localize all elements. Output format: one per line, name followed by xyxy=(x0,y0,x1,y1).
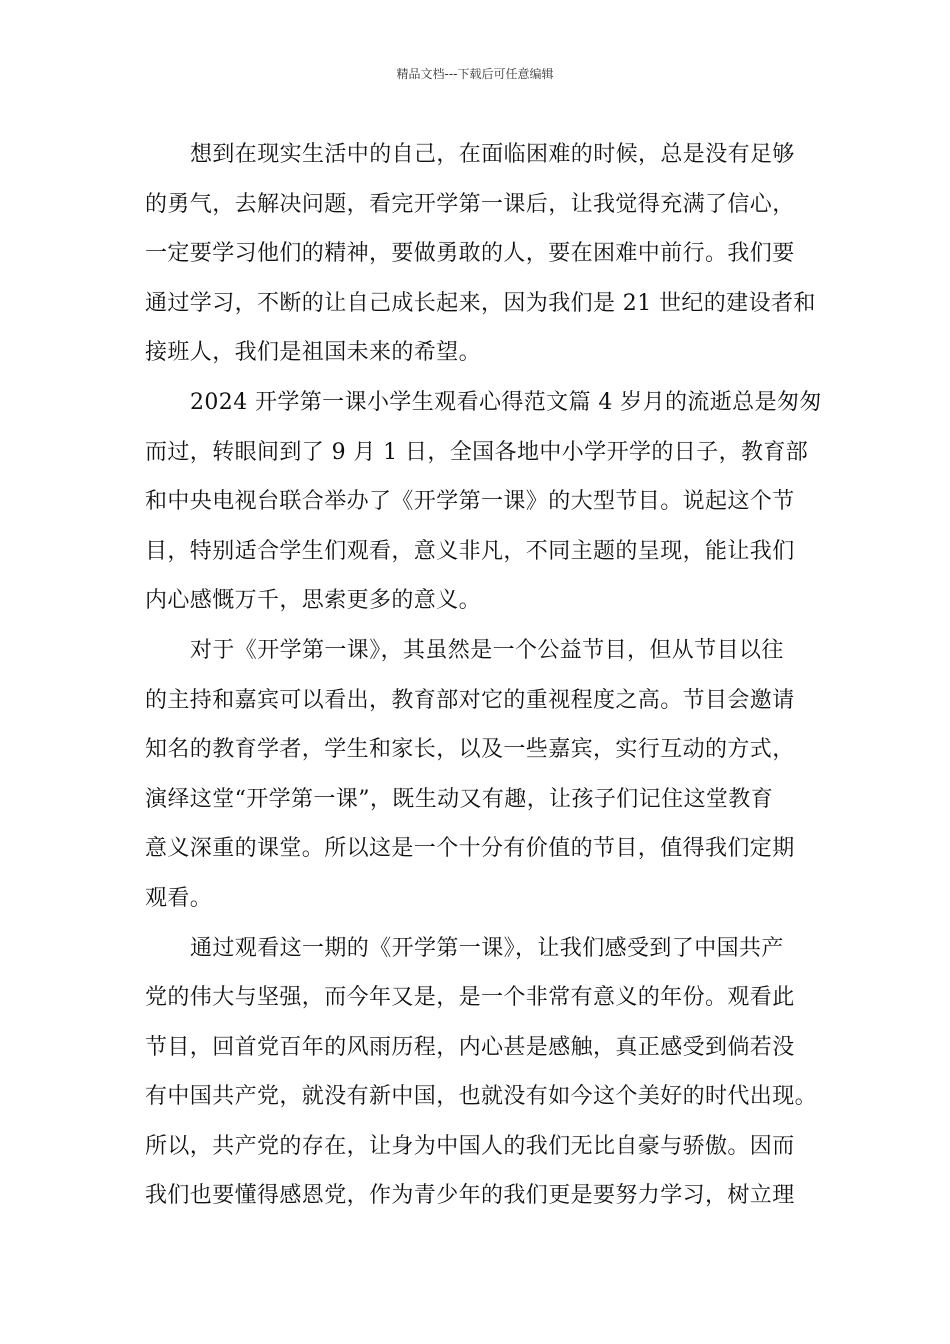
text-line: 意义深重的课堂。所以这是一个十分有价值的节目，值得我们定期 xyxy=(145,836,795,862)
text-line: 2024 开学第一课小学生观看心得范文篇 4 岁月的流逝总是匆匆 xyxy=(190,389,822,415)
text-line: 的主持和嘉宾可以看出，教育部对它的重视程度之高。节目会邀请 xyxy=(145,687,795,713)
text-line: 和中央电视台联合举办了《开学第一课》的大型节目。说起这个节 xyxy=(145,489,795,515)
text-line: 对于《开学第一课》，其虽然是一个公益节目，但从节目以往 xyxy=(190,637,784,663)
text-line: 所以，共产党的存在，让身为中国人的我们无比自豪与骄傲。因而 xyxy=(145,1133,795,1159)
text-line: 内心感慨万千，思索更多的意义。 xyxy=(145,588,482,614)
text-line: 想到在现实生活中的自己，在面临困难的时候，总是没有足够 xyxy=(190,142,795,167)
text-line: 党的伟大与坚强，而今年又是，是一个非常有意义的年份。观看此 xyxy=(145,985,795,1011)
text-line: 知名的教育学者，学生和家长，以及一些嘉宾，实行互动的方式， xyxy=(145,737,795,763)
page-header: 精品文档---下载后可任意编辑 xyxy=(396,67,554,81)
text-line: 而过，转眼间到了 9 月 1 日，全国各地中小学开学的日子，教育部 xyxy=(145,439,809,465)
text-line: 通过学习，不断的让自己成长起来，因为我们是 21 世纪的建设者和 xyxy=(145,290,816,316)
paragraph-1 xyxy=(145,130,825,378)
text-line: 的勇气，去解决问题，看完开学第一课后，让我觉得充满了信心， xyxy=(145,191,795,217)
text-line: 通过观看这一期的《开学第一课》，让我们感受到了中国共产 xyxy=(190,935,784,961)
text-line: 一定要学习他们的精神，要做勇敢的人，要在困难中前行。我们要 xyxy=(145,241,795,267)
text-line: 节目，回首党百年的风雨历程，内心甚是感触，真正感受到倘若没 xyxy=(145,1034,795,1060)
paragraph-3 xyxy=(145,626,825,924)
text-line: 观看。 xyxy=(145,885,213,911)
text-line: 演绎这堂“开学第一课”，既生动又有趣，让孩子们记住这堂教育 xyxy=(145,786,774,812)
text-line: 目，特别适合学生们观看，意义非凡，不同主题的呈现，能让我们 xyxy=(145,538,795,564)
paragraph-4 xyxy=(145,924,825,1222)
text-line: 接班人，我们是祖国未来的希望。 xyxy=(145,340,482,366)
paragraph-2 xyxy=(145,378,825,626)
text-line: 有中国共产党，就没有新中国，也就没有如今这个美好的时代出现。 xyxy=(145,1084,818,1110)
document-body xyxy=(145,130,825,1221)
text-line: 我们也要懂得感恩党，作为青少年的我们更是要努力学习，树立理 xyxy=(145,1183,795,1209)
